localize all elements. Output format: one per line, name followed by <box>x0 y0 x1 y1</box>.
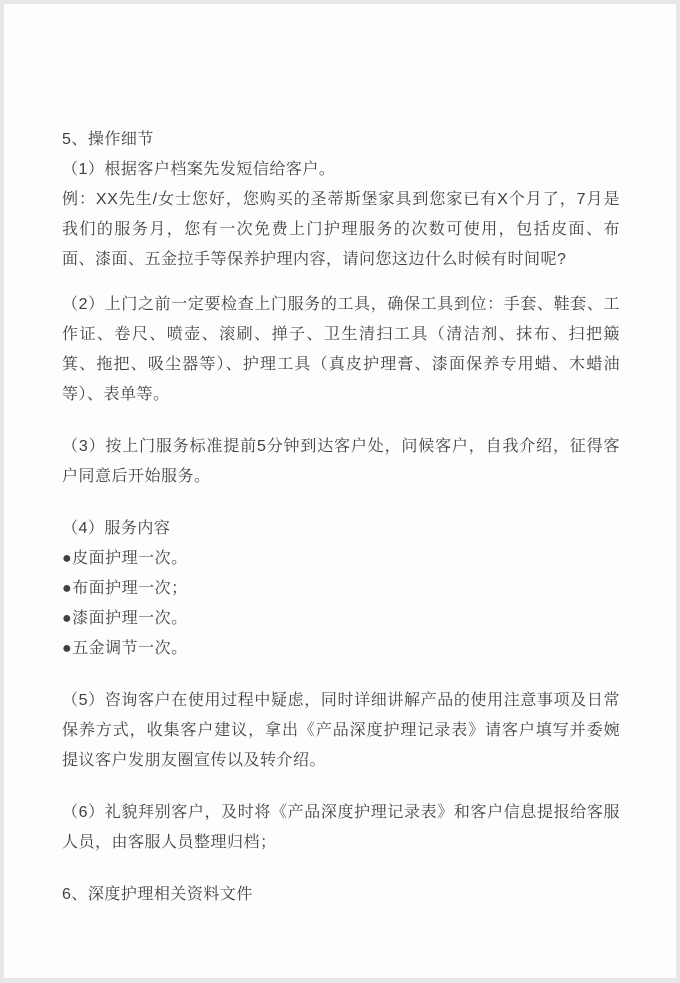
step-2-paragraph: （2）上门之前一定要检查上门服务的工具，确保工具到位：手套、鞋套、工作证、卷尺、喷壶、滚刷、掸子、卫生清扫工具（清洁剂、抹布、扫把簸箕、拖把、吸尘器等）、护理工具（真皮护理膏、漆面保养专用蜡、木蜡油等）、表单等。 <box>62 296 620 403</box>
paragraph-spacer <box>62 492 620 514</box>
paragraph-spacer <box>62 776 620 798</box>
step-1-paragraph: （1）根据客户档案先发短信给客户。 <box>62 161 336 178</box>
paragraph-spacer <box>62 664 620 686</box>
step-3-paragraph: （3）按上门服务标准提前5分钟到达客户处，问候客户，自我介绍，征得客户同意后开始服务。 <box>62 438 620 485</box>
section-6-heading: 6、深度护理相关资料文件 <box>62 886 253 903</box>
paragraph-spacer <box>62 275 620 290</box>
step-4-paragraph: （4）服务内容 <box>62 520 171 537</box>
paragraph-spacer <box>62 858 620 880</box>
paragraph-spacer <box>62 410 620 432</box>
section-5-heading: 5、操作细节 <box>62 131 154 148</box>
bullet-item-hardware-adjust: ●五金调节一次。 <box>62 640 188 657</box>
sms-example-paragraph: 例：XX先生/女士您好，您购买的圣蒂斯堡家具到您家已有X个月了，7月是我们的服务月，您有一次免费上门护理服务的次数可使用，包括皮面、布面、漆面、五金拉手等保养护理内容，请问您这边什么时候有时间呢? <box>62 191 620 268</box>
bullet-item-fabric-care: ●布面护理一次； <box>62 580 188 597</box>
step-6-paragraph: （6）礼貌拜别客户，及时将《产品深度护理记录表》和客户信息提报给客服人员，由客服人员整理归档； <box>62 804 620 851</box>
step-5-paragraph: （5）咨询客户在使用过程中疑虑，同时详细讲解产品的使用注意事项及日常保养方式，收集客户建议，拿出《产品深度护理记录表》请客户填写并委婉提议客户发朋友圈宣传以及转介绍。 <box>62 692 620 769</box>
bullet-item-leather-care: ●皮面护理一次。 <box>62 550 188 567</box>
document-page <box>4 4 676 978</box>
document-content <box>4 4 676 910</box>
bullet-item-paint-care: ●漆面护理一次。 <box>62 610 188 627</box>
